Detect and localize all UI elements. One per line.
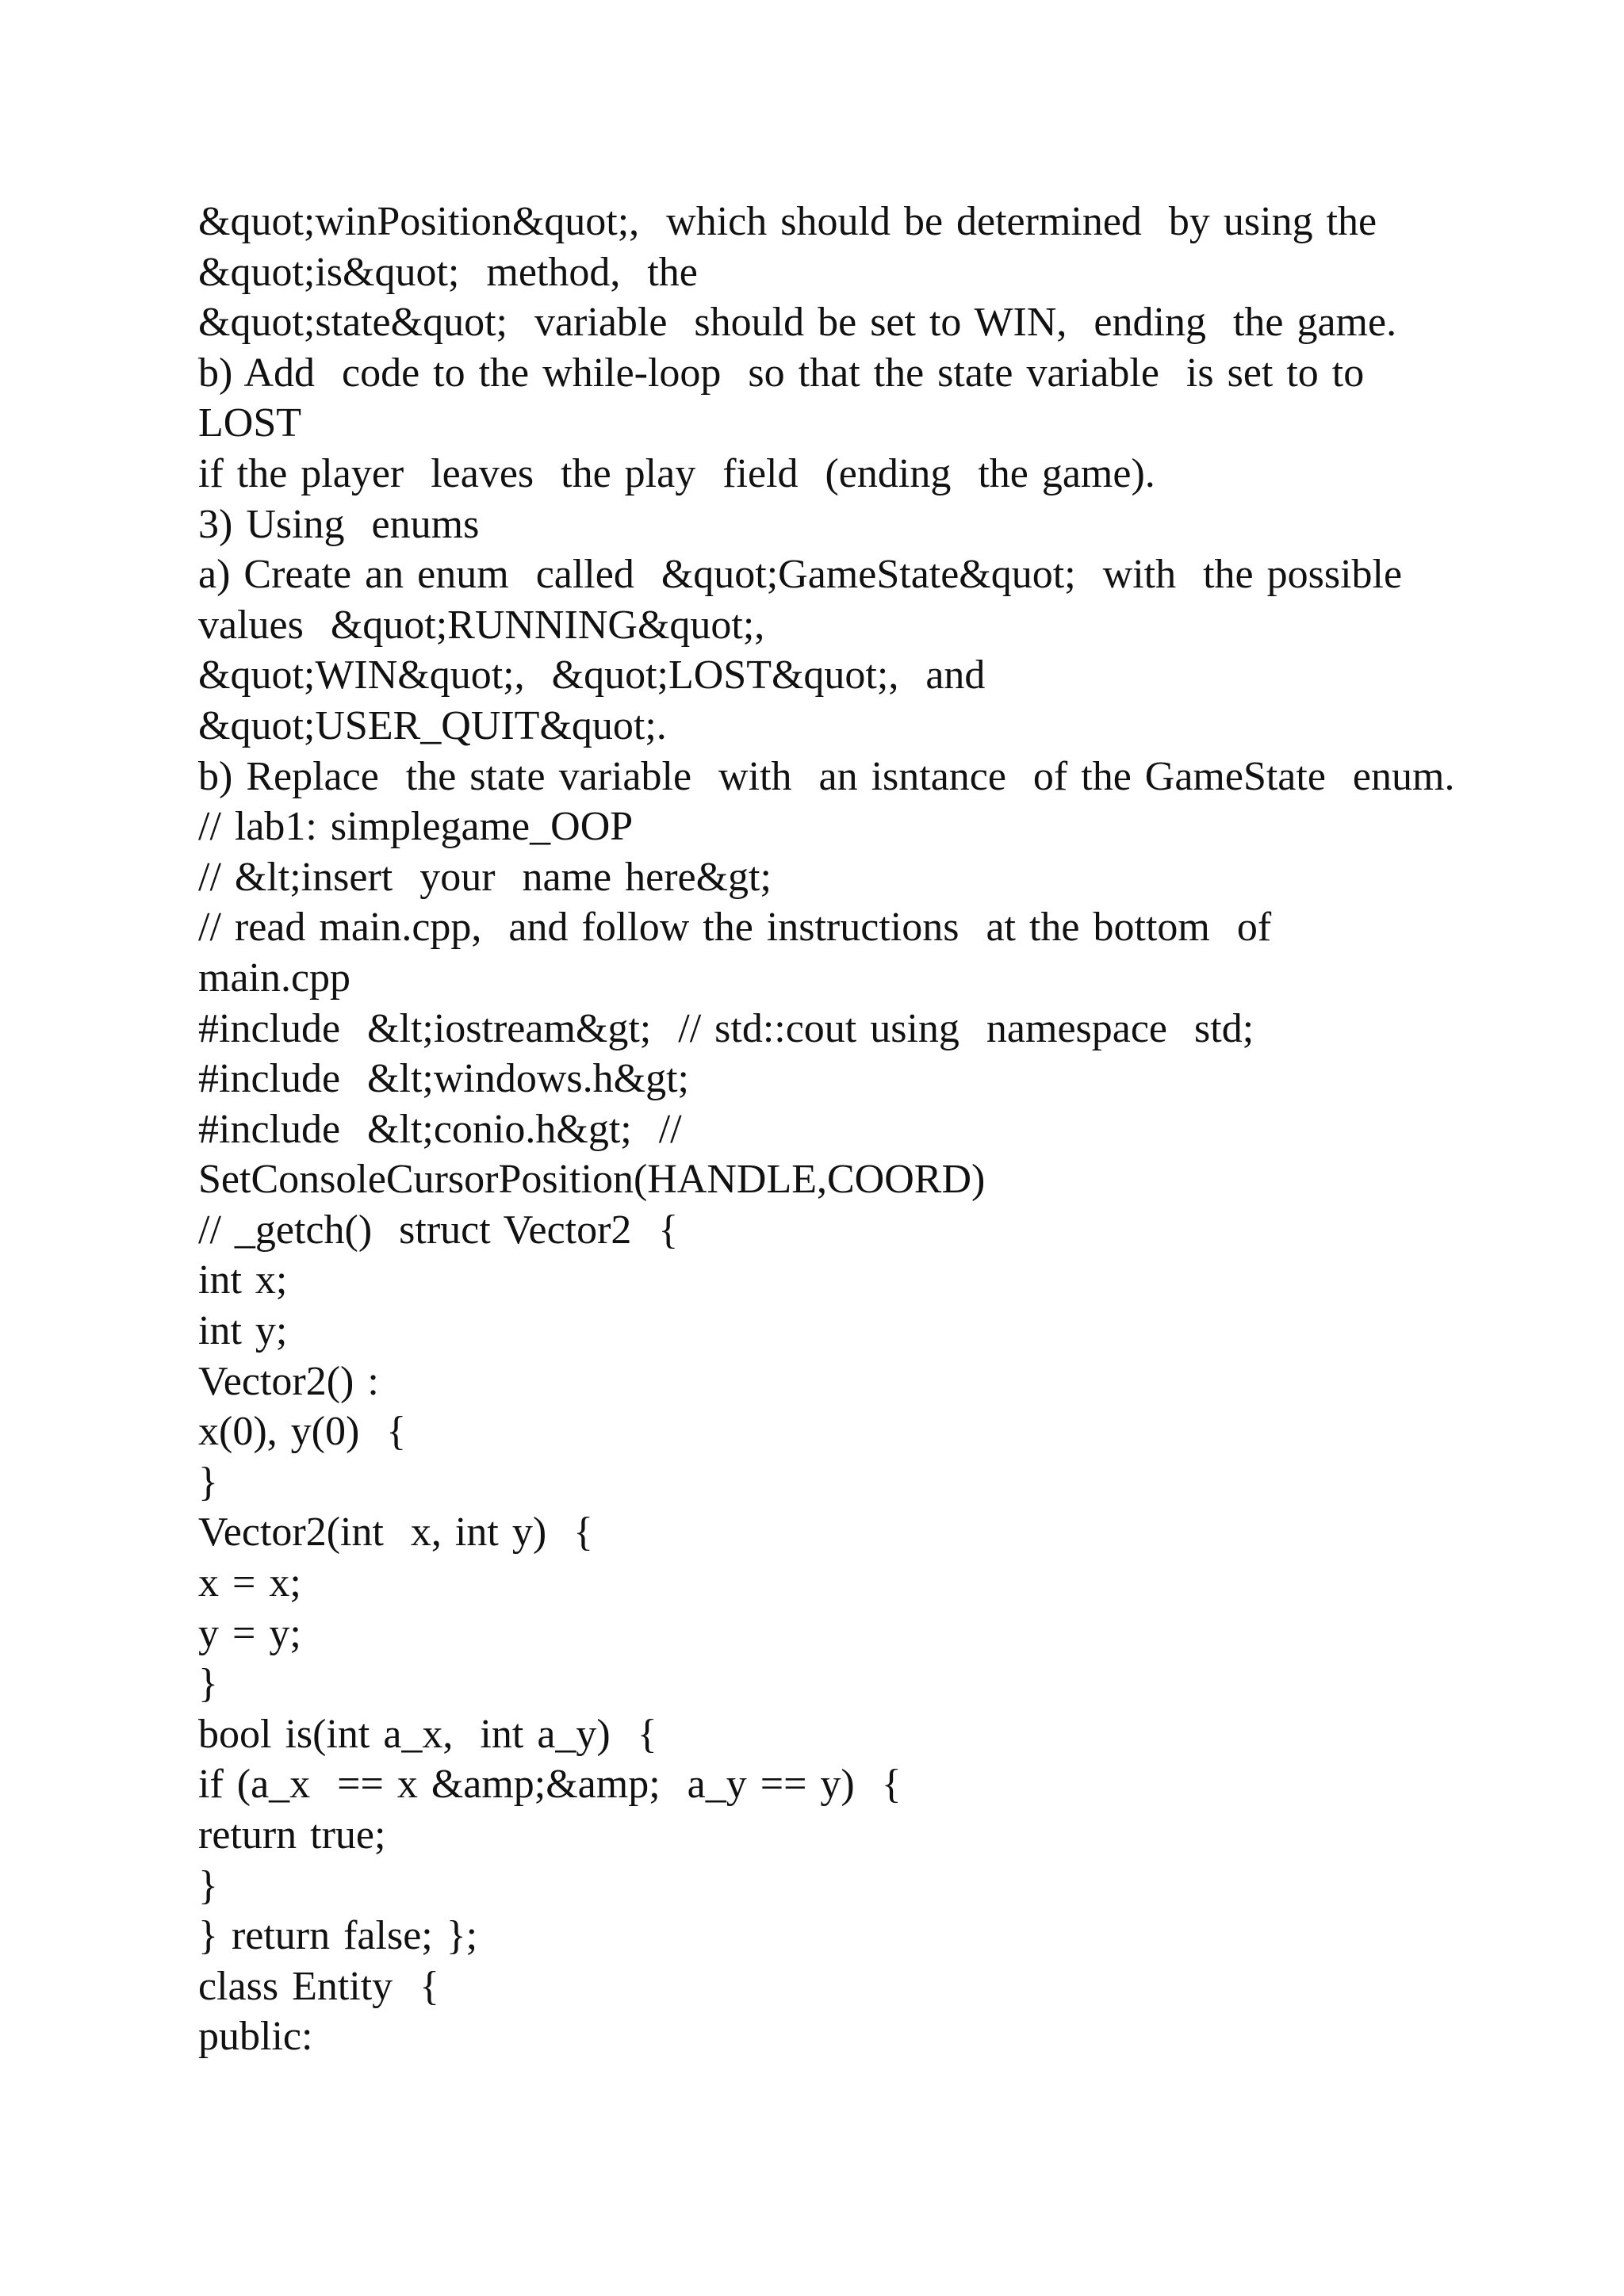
text-line: &quot;state&quot; variable should be set to WIN, ending the game. bbox=[198, 300, 1397, 346]
code-line: // read main.cpp, and follow the instructions at the bottom of bbox=[198, 905, 1272, 951]
code-line: #include &lt;windows.h&gt; bbox=[198, 1056, 689, 1102]
code-line: #include &lt;conio.h&gt; // bbox=[198, 1106, 682, 1152]
code-line: int y; bbox=[198, 1308, 288, 1354]
code-line: main.cpp bbox=[198, 955, 351, 1001]
code-line: // lab1: simplegame_OOP bbox=[198, 804, 634, 850]
text-line: &quot;winPosition&quot;, which should be determined by using the bbox=[198, 199, 1377, 244]
code-line: // &lt;insert your name here&gt; bbox=[198, 854, 772, 900]
text-line: values &quot;RUNNING&quot;, bbox=[198, 602, 765, 648]
code-line: // _getch() struct Vector2 { bbox=[198, 1207, 679, 1253]
code-line: bool is(int a_x, int a_y) { bbox=[198, 1711, 657, 1757]
code-line: x = x; bbox=[198, 1560, 301, 1606]
code-line: y = y; bbox=[198, 1610, 301, 1656]
text-line: &quot;USER_QUIT&quot;. bbox=[198, 702, 667, 748]
code-line: SetConsoleCursorPosition(HANDLE,COORD) bbox=[198, 1157, 986, 1203]
code-line: } bbox=[198, 1459, 218, 1505]
text-line: &quot;WIN&quot;, &quot;LOST&quot;, and bbox=[198, 652, 986, 698]
text-line: if the player leaves the play field (ending the game). bbox=[198, 450, 1155, 496]
document-body bbox=[198, 197, 1467, 2062]
code-line: if (a_x == x &amp;&amp; a_y == y) { bbox=[198, 1762, 902, 1808]
code-line: x(0), y(0) { bbox=[198, 1409, 407, 1455]
text-line: 3) Using enums bbox=[198, 501, 480, 547]
text-line: &quot;is&quot; method, the bbox=[198, 249, 698, 295]
code-line: } bbox=[198, 1661, 218, 1707]
code-line: public: bbox=[198, 2014, 313, 2060]
code-line: #include &lt;iostream&gt; // std::cout using namespace std; bbox=[198, 1005, 1254, 1051]
code-line: Vector2() : bbox=[198, 1358, 379, 1404]
code-line: } bbox=[198, 1862, 218, 1908]
text-line: LOST bbox=[198, 400, 301, 446]
code-line: Vector2(int x, int y) { bbox=[198, 1510, 594, 1556]
code-line: class Entity { bbox=[198, 1963, 440, 2009]
code-line: int x; bbox=[198, 1257, 288, 1303]
code-line: } return false; }; bbox=[198, 1913, 478, 1959]
text-line: b) Replace the state variable with an isntance of the GameState enum. bbox=[198, 753, 1455, 799]
code-line: return true; bbox=[198, 1812, 386, 1858]
text-line: b) Add code to the while-loop so that the state variable is set to to bbox=[198, 350, 1365, 396]
text-line: a) Create an enum called &quot;GameState&quot; with the possible bbox=[198, 552, 1403, 598]
